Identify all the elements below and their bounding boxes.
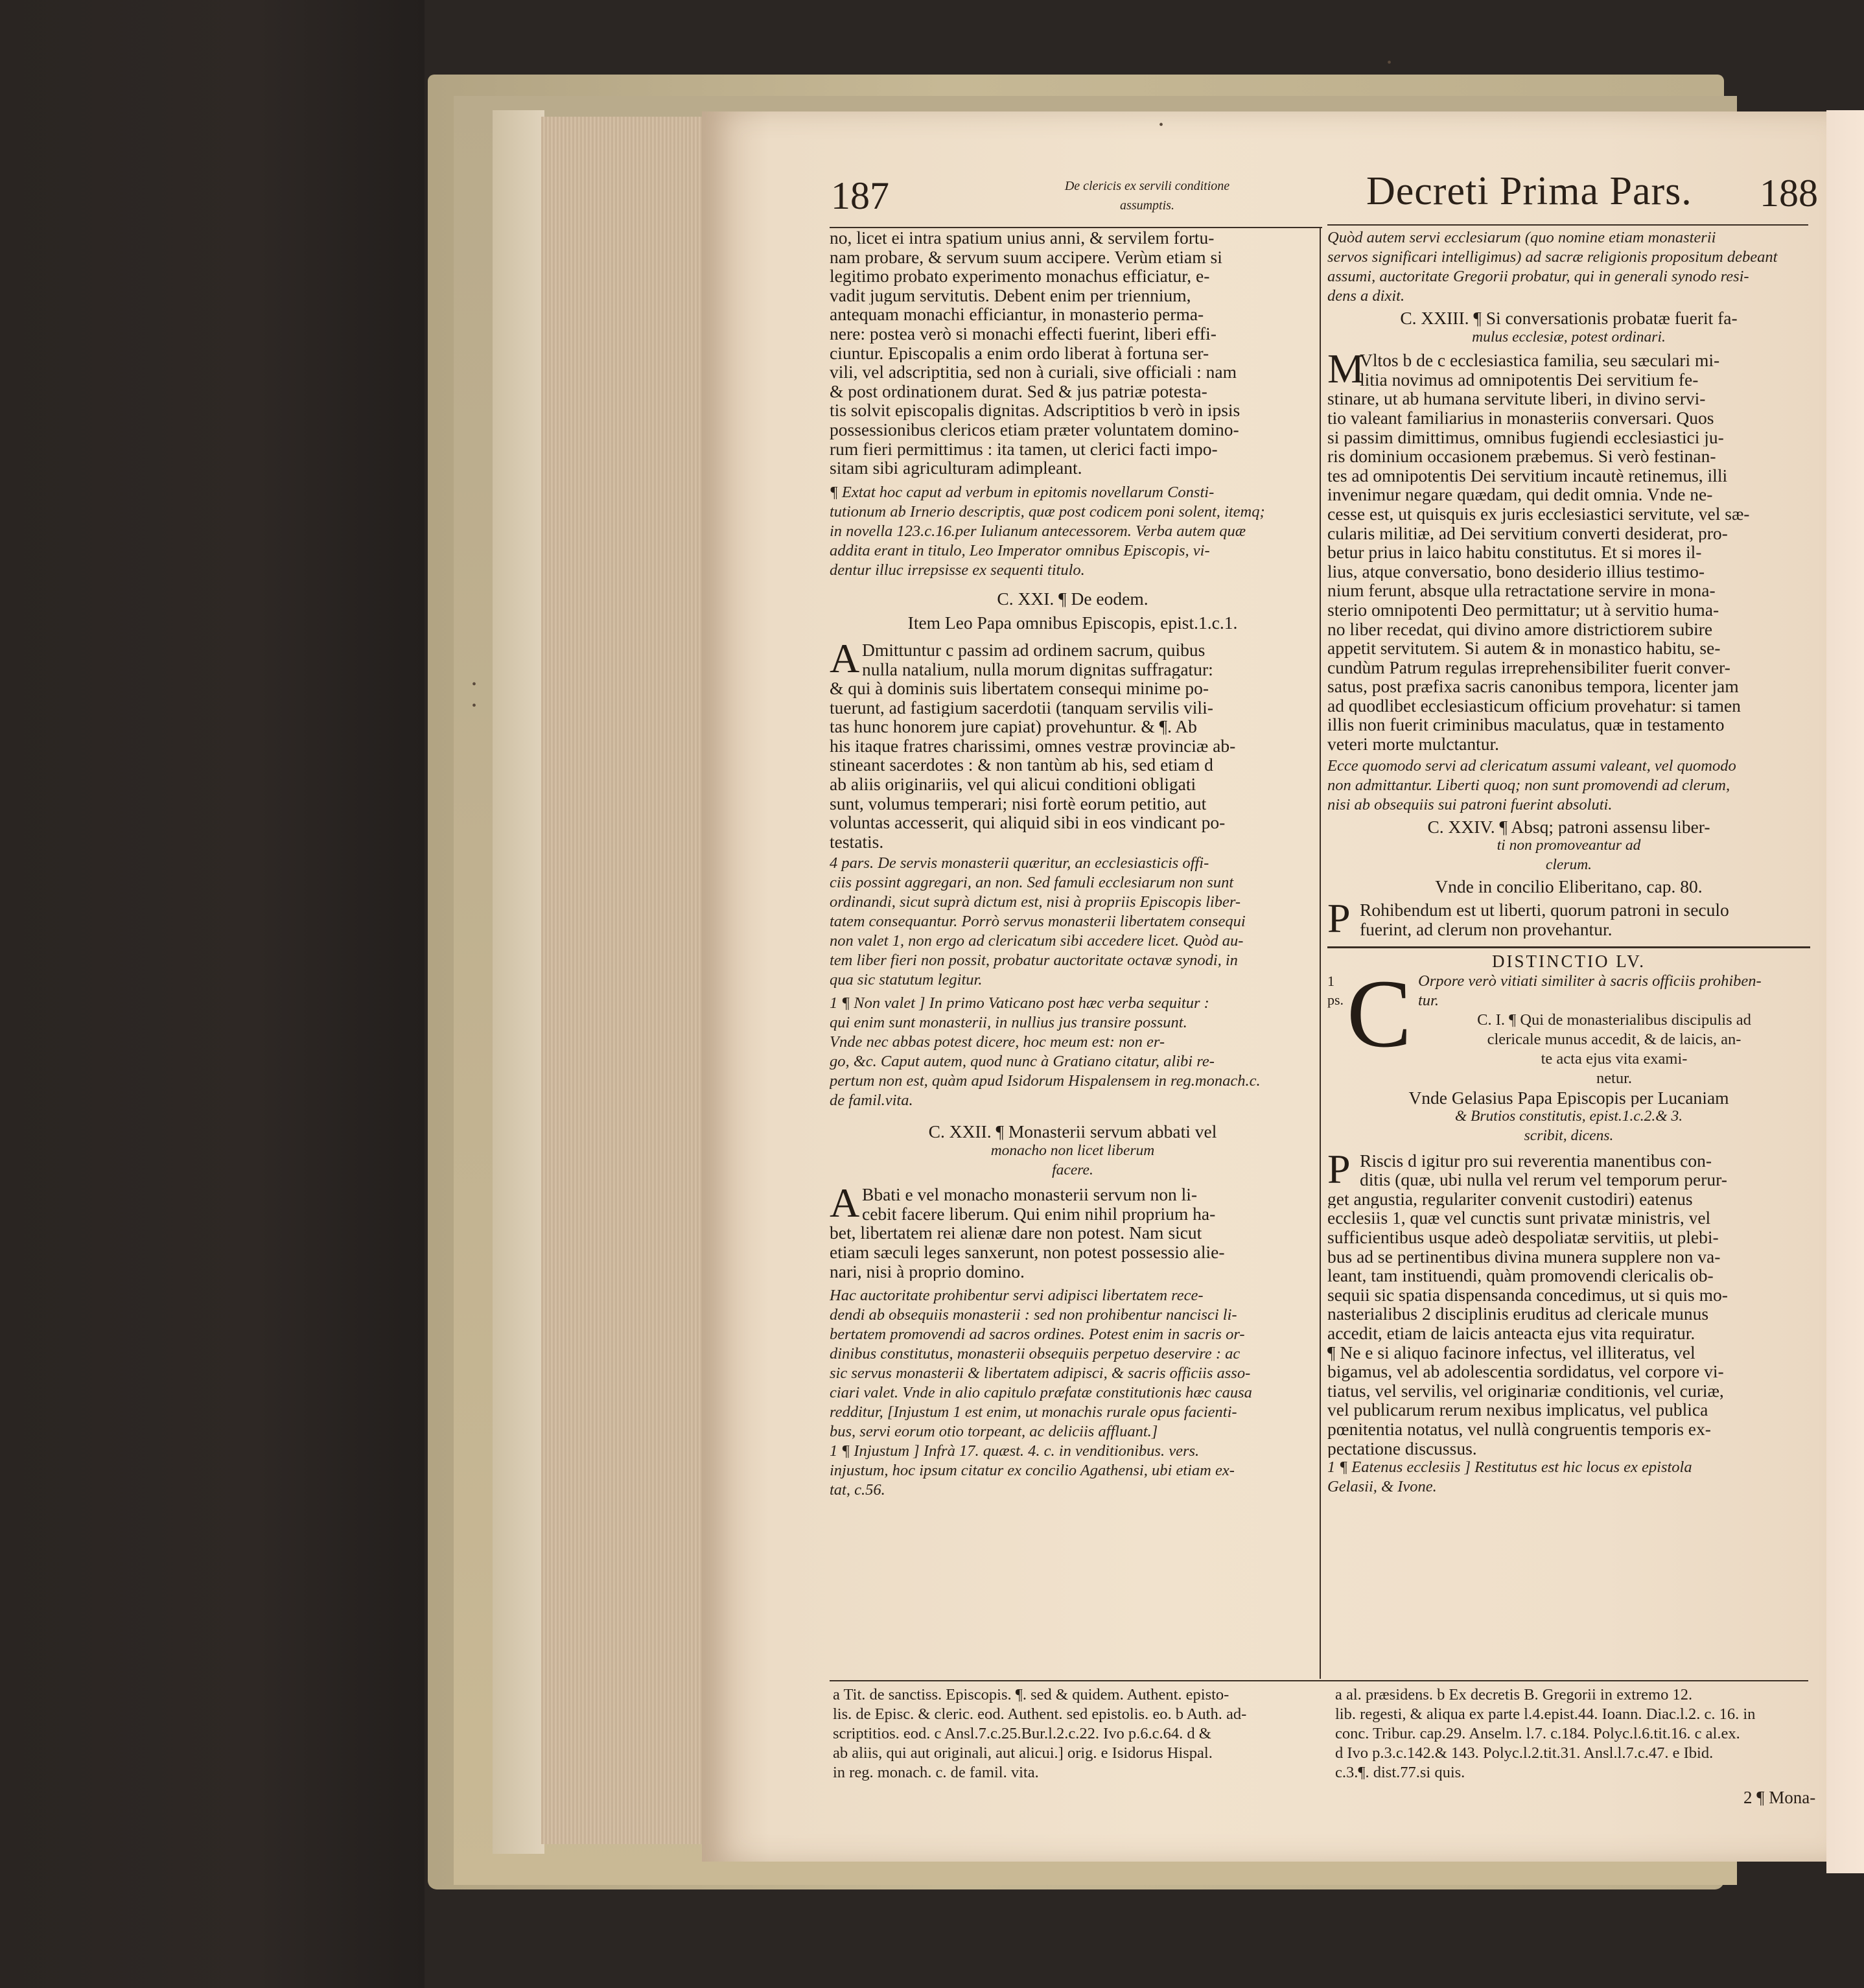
text-line: tur. <box>1418 991 1439 1009</box>
text-line: dens a dixit. <box>1327 287 1405 305</box>
heading-line: ti non promoveantur ad <box>1497 837 1641 854</box>
text-line: tutionum ab Irnerio descriptis, quæ post codicem poni solent, itemq; <box>830 502 1265 520</box>
text-line: vili, vel adscriptitia, sed non à curiali, sive officiali : nam <box>830 362 1237 382</box>
drop-initial: M <box>1327 345 1364 392</box>
text-line: ¶ Extat hoc caput ad verbum in epitomis novellarum Consti- <box>830 483 1215 501</box>
text-line: si passim dimittimus, omnibus fugiendi ecclesiastici ju- <box>1327 427 1724 447</box>
right-column <box>1327 228 1810 1497</box>
paragraph-c24 <box>1327 895 1810 942</box>
text-line: ad quodlibet ecclesiasticum officium provehatur: si tamen <box>1327 696 1741 716</box>
text-line: non valet 1, non ergo ad clericatum sibi accedere licet. Quòd au- <box>830 932 1244 950</box>
right-footnotes <box>1335 1685 1812 1783</box>
heading-line: te acta ejus vita exami- <box>1541 1049 1688 1068</box>
text-line: voluntas accesserit, qui aliquid sibi in eos vindicant po- <box>830 813 1226 832</box>
text-line: cundùm Patrum regulas irreprehensibiliter fuerit conver- <box>1327 657 1730 677</box>
drop-initial: P <box>1327 895 1351 942</box>
chapter-heading-c22 <box>830 1122 1316 1180</box>
text-line: assumi, auctoritate Gregorii probatur, qui in generali synodo resi- <box>1327 268 1749 285</box>
text-line: non admittantur. Liberti quoq; non sunt promovendi ad clerum, <box>1327 776 1730 794</box>
chapter-heading-c23 <box>1327 309 1810 347</box>
heading-line: C. XXIV. ¶ Absq; patroni assensu liber- <box>1427 817 1710 837</box>
text-line: sequii sic spatia dispensanda concedimus, ut si quis mo- <box>1327 1285 1728 1305</box>
text-line: etiam sæculi leges sanxerunt, non potest possessio alie- <box>830 1243 1225 1262</box>
heading-line: C. I. ¶ Qui de monasterialibus discipulis ad <box>1477 1011 1751 1029</box>
text-line: tes ad omnipotentis Dei servitium incautè retinemus, illi <box>1327 465 1728 485</box>
text-line: a Tit. de sanctiss. Episcopis. ¶. sed & quidem. Authent. episto- <box>833 1686 1229 1703</box>
text-line: ciis possint aggregari, an non. Sed famuli ecclesiarum non sunt <box>830 874 1234 892</box>
text-line: ciuntur. Episcopalis a enim ordo liberat à fortuna ser- <box>830 343 1209 363</box>
text-line: pœnitentia notatus, vel nullà congruentis temporis ex- <box>1327 1419 1711 1439</box>
text-line: Orpore verò vitiati similiter à sacris officiis prohiben- <box>1418 972 1762 990</box>
chapter-source-c1 <box>1327 1088 1810 1146</box>
text-line: cebit facere liberum. Qui enim nihil proprium ha- <box>862 1204 1216 1224</box>
text-line: tuerunt, ad fastigium sacerdotii (tanquam servilis vili- <box>830 697 1213 718</box>
text-line: cularis militiæ, ad Dei servitium converti desiderat, pro- <box>1327 523 1728 543</box>
text-line: veteri morte mulctantur. <box>1327 734 1499 754</box>
text-line: d Ivo p.3.c.142.& 143. Polyc.l.2.tit.31. Ansl.l.7.c.47. e Ibid. <box>1335 1744 1714 1762</box>
text-line: dinibus constitutus, monasterii obsequiis perpetuo deservire : ac <box>830 1345 1241 1363</box>
chapter-source-c21: Item Leo Papa omnibus Episcopis, epist.1.c.1. <box>907 613 1238 633</box>
text-line: pertum non est, quàm apud Isidorum Hispalensem in reg.monach.c. <box>830 1072 1261 1090</box>
text-line: 1 ¶ Eatenus ecclesiis ] Restitutus est hic locus ex epistola <box>1327 1458 1692 1477</box>
text-line: no liber recedat, qui divino amore districtiorem subire <box>1327 619 1713 639</box>
text-line: nisi ab obsequiis sui patroni fuerint absoluti. <box>1327 795 1613 813</box>
left-footnotes <box>833 1685 1316 1783</box>
source-line: & Brutios constitutis, epist.1.c.2.& 3. <box>1454 1108 1683 1125</box>
text-line: ecclesiis 1, quæ vel cunctis sunt privatæ ministris, vel <box>1327 1208 1711 1228</box>
drop-initial: P <box>1327 1145 1351 1192</box>
text-line: cesse est, ut quisquis ex juris ecclesiastici servitute, vel sæ- <box>1327 504 1750 524</box>
text-line: bet, libertatem rei alienæ dare non potest. Nam sicut <box>830 1223 1202 1243</box>
text-line: tis solvit episcopalis dignitas. Adscriptitios b verò in ipsis <box>830 401 1241 420</box>
text-line: bertatem promovendi ad sacros ordines. Potest enim in sacris or- <box>830 1326 1245 1344</box>
text-line: ordinandi, sicut suprà dictum est, nisi à propriis Episcopis liber- <box>830 893 1241 911</box>
text-line: qua sic statutum legitur. <box>830 971 983 989</box>
text-line: dentur illuc irrepsisse ex sequenti titulo. <box>830 561 1085 579</box>
text-line: leant, tam instituendi, quàm promovendi clericalis ob- <box>1327 1266 1714 1285</box>
chapter-source-c24: Vnde in concilio Eliberitano, cap. 80. <box>1435 877 1703 897</box>
text-line: possessionibus clericos etiam præter voluntatem domino- <box>830 419 1239 439</box>
heading-line: C. XXII. ¶ Monasterii servum abbati vel <box>928 1122 1217 1142</box>
footnote-rule <box>830 1680 1808 1681</box>
running-head: De clericis ex servili conditione assumptis. <box>1064 179 1230 213</box>
text-line: & post ordinationem durat. Sed & jus patriæ potesta- <box>830 381 1207 401</box>
text-line: & qui à dominis suis libertatem consequi minime po- <box>830 679 1209 698</box>
text-line: pectatione discussus. <box>1327 1438 1477 1458</box>
catchword: 2 ¶ Mona- <box>1743 1788 1816 1807</box>
text-line: Bbati e vel monacho monasterii servum non li- <box>862 1185 1198 1204</box>
text-line: servos significari intelligimus) ad sacræ religionis propositum debeant <box>1327 248 1778 266</box>
text-line: sufficientibus usque adeò despoliatæ servitiis, ut plebi- <box>1327 1227 1719 1247</box>
dark-background <box>0 0 425 1988</box>
heading-line: facere. <box>1052 1161 1093 1178</box>
chapter-heading-c1 <box>1418 1011 1810 1088</box>
text-line: fuerint, ad clerum non provehantur. <box>1360 919 1613 939</box>
text-line: nari, nisi à proprio domino. <box>830 1261 1025 1281</box>
text-line: nulla natalium, nulla morum dignitas suffragatur: <box>862 659 1213 679</box>
text-line: addita erant in titulo, Leo Imperator omnibus Episcopis, vi- <box>830 541 1210 559</box>
text-line: sic servus monasterii & libertatem adipisci, & sacris officiis asso- <box>830 1364 1251 1383</box>
text-line: go, &c. Caput autem, quod nunc à Gratiano citatur, alibi re- <box>830 1053 1215 1071</box>
paragraph-c23-opening <box>1327 345 1810 392</box>
text-line: invenimur negare quædam, qui dedit omnia. Vnde ne- <box>1327 485 1713 504</box>
text-line: betur prius in laico habitu constitutus. Et si mores il- <box>1327 543 1702 562</box>
right-page-title: Decreti Prima Pars. <box>1366 169 1692 213</box>
text-line: legitimo probato experimento monachus efficiatur, e- <box>830 266 1210 286</box>
text-line: qui enim sunt monasterii, in nullius jus transire possunt. <box>830 1014 1187 1032</box>
text-line: nium ferunt, absque ulla retractatione servire in mona- <box>1327 581 1716 600</box>
text-line: dendi ab obsequiis monasterii : sed non prohibentur nancisci li- <box>830 1306 1237 1324</box>
text-line: no, licet ei intra spatium unius anni, & servilem fortu- <box>830 228 1215 248</box>
text-line: lis. de Episc. & cleric. eod. Authent. sed epistolis. eo. b Auth. ad- <box>833 1705 1247 1723</box>
text-line: de famil.vita. <box>830 1092 913 1110</box>
text-line: Hac auctoritate prohibentur servi adipisci libertatem rece- <box>830 1287 1204 1305</box>
heading-line: netur. <box>1596 1069 1633 1087</box>
text-line: testatis. <box>830 832 884 852</box>
text-line: lib. regesti, & aliqua ex parte l.4.epist.44. Ioann. Diac.l.2. c. 16. in <box>1335 1705 1756 1723</box>
text-line: bus, servi eorum otio torpeant, ac deliciis affluant.] <box>830 1423 1158 1441</box>
margin-note: 1 ps. <box>1327 972 1344 1008</box>
binding-mark: • <box>472 699 477 713</box>
text-line: 1 ¶ Injustum ] Infrà 17. quæst. 4. c. in venditionibus. vers. <box>830 1442 1200 1460</box>
drop-initial-c: C <box>1347 959 1412 1068</box>
text-line: get angustia, regulariter convenit custodiri) eatenus <box>1327 1189 1693 1209</box>
text-line: in novella 123.c.16.per Iulianum antecessorem. Verba autem quæ <box>830 522 1246 540</box>
drop-initial: A <box>830 635 860 681</box>
drop-initial: A <box>830 1180 860 1226</box>
text-line: Vltos b de c ecclesiastica familia, seu sæculari mi- <box>1360 351 1720 370</box>
column-divider <box>1320 227 1321 1679</box>
paragraph-c1-opening <box>1327 1145 1810 1192</box>
binding-mark: • <box>472 677 477 692</box>
text-line: Ecce quomodo servi ad clericatum assumi valeant, vel quomodo <box>1327 756 1736 775</box>
text-line: tiatus, vel servilis, vel originariæ conditionis, vel curiæ, <box>1327 1381 1724 1401</box>
paragraph-c22-opening <box>830 1180 1316 1226</box>
page-mark: • <box>1387 56 1392 70</box>
chapter-heading-c21: C. XXI. ¶ De eodem. <box>997 589 1148 609</box>
text-line: nere: postea verò si monachi effecti fuerint, liberi effi- <box>830 323 1217 344</box>
text-line: sitam sibi agriculturam adimpleant. <box>830 458 1082 478</box>
text-line: ris dominium occasionem præbemus. Si verò festinan- <box>1327 447 1716 466</box>
text-line: vadit jugum servitutis. Debent enim per triennium, <box>830 285 1191 305</box>
text-line: in reg. monach. c. de famil. vita. <box>833 1764 1039 1781</box>
text-line: tio valeant familiarius in monasteriis conversari. Quos <box>1327 408 1714 428</box>
text-line: injustum, hoc ipsum citatur ex concilio Agathensi, ubi etiam ex- <box>830 1462 1235 1480</box>
distinctio-rule <box>1327 946 1810 948</box>
text-line: vel publicarum rerum nexibus implicatus, vel publica <box>1327 1400 1708 1420</box>
heading-line: monacho non licet liberum <box>990 1142 1155 1160</box>
text-line: Rohibendum est ut liberti, quorum patroni in seculo <box>1360 900 1729 920</box>
text-line: ab aliis originariis, vel qui alicui conditioni obligati <box>830 775 1196 794</box>
source-line: Vnde Gelasius Papa Episcopis per Lucaniam <box>1408 1088 1729 1108</box>
distinctio-title: DISTINCTIO LV. <box>1491 952 1646 972</box>
text-line: a al. præsidens. b Ex decretis B. Gregorii in extremo 12. <box>1335 1686 1693 1703</box>
text-line: tatem consequantur. Porrò servus monasterii libertatem consequi <box>830 913 1246 931</box>
text-line: appetit servitutem. Si autem & in monastico habitu, se- <box>1327 638 1721 658</box>
text-line: tat, c.56. <box>830 1481 885 1499</box>
source-line: scribit, dicens. <box>1524 1127 1614 1144</box>
next-page-edge <box>1826 110 1864 1873</box>
text-line: Vnde nec abbas potest dicere, hoc meum est: non er- <box>830 1033 1165 1051</box>
left-page-number: 187 <box>831 174 889 217</box>
page-block-shadow <box>493 110 544 1854</box>
heading-line: mulus ecclesiæ, potest ordinari. <box>1472 328 1666 345</box>
text-line: tas hunc honorem jure capiat) provehuntur. & ¶. Ab <box>830 717 1197 736</box>
header-rule-right <box>1327 224 1808 226</box>
text-line: accedit, etiam de laicis anteacta ejus vita requiratur. <box>1327 1323 1695 1343</box>
page-mark: • <box>1159 118 1164 132</box>
right-page-number: 188 <box>1760 172 1818 215</box>
text-line: ab aliis, qui aut originali, aut alicui.] orig. e Isidorus Hispal. <box>833 1744 1213 1762</box>
paragraph-c21-opening <box>830 635 1316 681</box>
text-line: lius, atque conversatio, bono desiderio illius testimo- <box>1327 561 1705 581</box>
heading-line: C. XXIII. ¶ Si conversationis probatæ fuerit fa- <box>1400 309 1738 328</box>
text-line: redditur, [Injustum 1 est enim, ut monachis rurale opus facienti- <box>830 1403 1237 1421</box>
text-line: Gelasii, & Ivone. <box>1327 1478 1437 1496</box>
text-line: sterio omnipotenti Deo permittatur; ut à servitio huma- <box>1327 600 1719 620</box>
text-line: satus, post præfixa sacris canonibus tempora, licenter jam <box>1327 677 1739 696</box>
text-line: ciari valet. Vnde in alio capitulo præfatæ constitutionis hæc causa <box>830 1384 1252 1402</box>
heading-line: clericale munus accedit, & de laicis, an- <box>1487 1030 1742 1048</box>
page-edges <box>541 117 710 1844</box>
text-line: conc. Tribur. cap.29. Anselm. l.7. c.184. Polyc.l.6.tit.16. c al.ex. <box>1335 1725 1740 1742</box>
text-line: c.3.¶. dist.77.si quis. <box>1335 1764 1465 1781</box>
text-line: ditis (quæ, ubi nulla vel rerum vel temporum perur- <box>1360 1170 1727 1189</box>
text-line: Quòd autem servi ecclesiarum (quo nomine etiam monasterii <box>1327 229 1716 246</box>
left-column <box>830 228 1316 1500</box>
text-line: 4 pars. De servis monasterii quæritur, an ecclesiasticis offi- <box>830 854 1209 872</box>
text-line: Riscis d igitur pro sui reverentia manentibus con- <box>1360 1151 1712 1171</box>
text-line: stinare, ut ab humana servitute liberi, in divino servi- <box>1327 389 1706 408</box>
chapter-heading-c24 <box>1327 817 1810 875</box>
text-line: bus ad se pertinentibus divina munera supplere non va- <box>1327 1246 1721 1267</box>
text-line: illis non fuerit criminibus maculatus, quæ in testamento <box>1327 715 1725 735</box>
text-line: antequam monachi efficiantur, in monasterio perma- <box>830 305 1204 324</box>
text-line: his itaque fratres charissimi, omnes vestræ provinciæ ab- <box>830 736 1236 756</box>
text-line: bigamus, vel ab adolescentia sordidatus, vel corpore vi- <box>1327 1362 1724 1381</box>
text-line: nam probare, & servum suum accipere. Verùm etiam si <box>830 247 1222 267</box>
text-line: sunt, volumus temperari; nisi fortè eorum petitio, aut <box>830 793 1207 813</box>
text-line: ¶ Ne e si aliquo facinore infectus, vel illiteratus, vel <box>1327 1342 1695 1362</box>
text-line: nasterialibus 2 disciplinis eruditus ad clericale munus <box>1327 1304 1709 1324</box>
text-line: rum fieri permittimus : ita tamen, ut clerici facti impo- <box>830 439 1218 459</box>
text-line: scriptitios. eod. c Ansl.7.c.25.Bur.l.2.c.22. Ivo p.6.c.64. d & <box>833 1725 1211 1742</box>
text-line: stineant sacerdotes : & non tantùm ab his, sed etiam d <box>830 755 1213 775</box>
text-line: tem liber fieri non possit, probatur auctoritate octavæ synodi, in <box>830 952 1238 970</box>
text-line: Dmittuntur c passim ad ordinem sacrum, quibus <box>862 640 1206 660</box>
text-line: litia novimus ad omnipotentis Dei servitium fe- <box>1360 369 1699 390</box>
heading-line: clerum. <box>1545 856 1592 873</box>
text-line: 1 ¶ Non valet ] In primo Vaticano post hæc verba sequitur : <box>830 994 1209 1012</box>
